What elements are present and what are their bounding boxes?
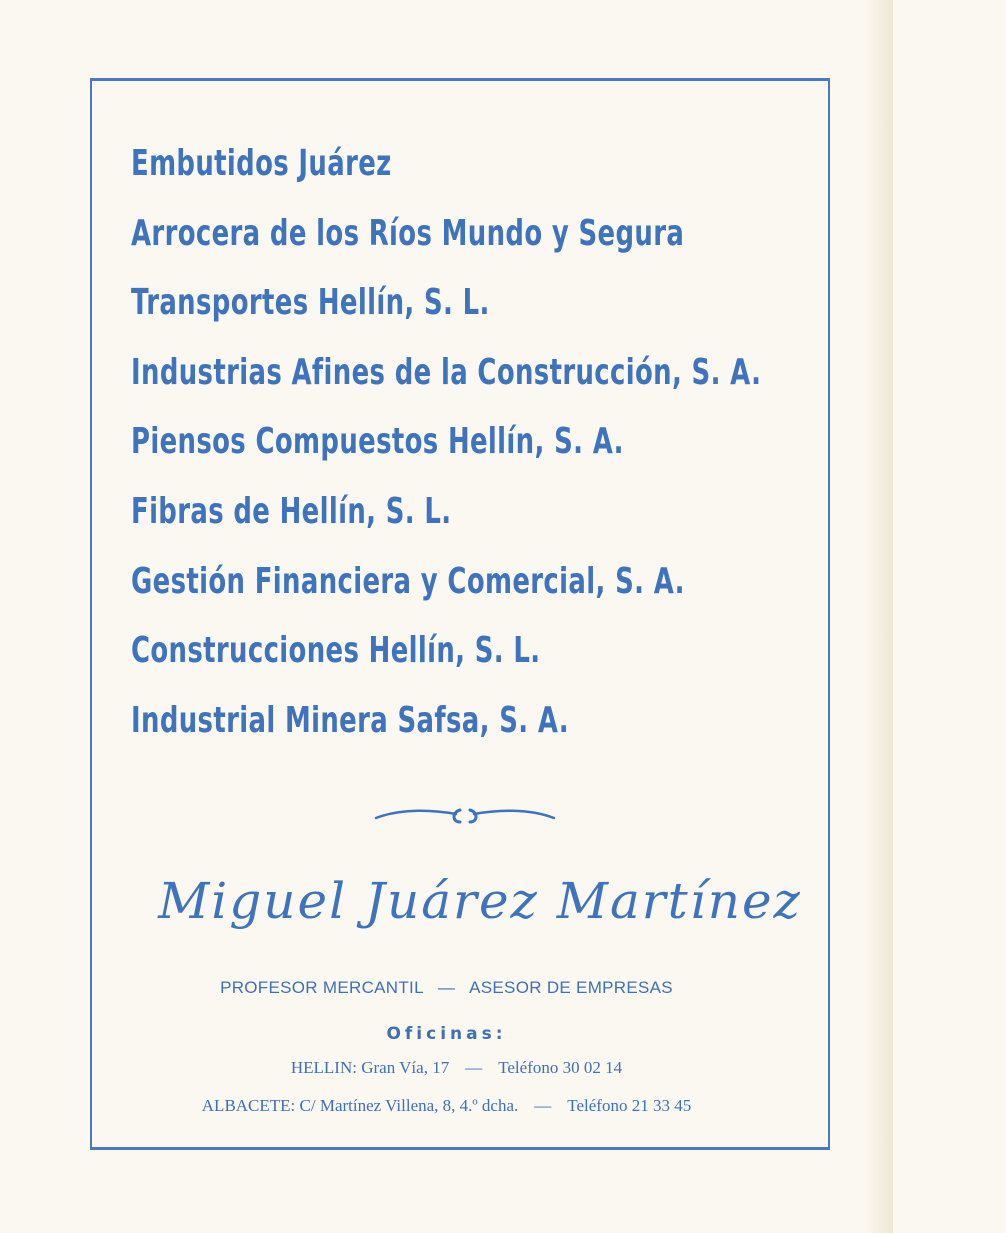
office-hellin (0, 1058, 893, 1078)
company-item: Industrial Minera Safsa, S. A. (131, 699, 569, 741)
separator-dash: — (437, 978, 456, 997)
company-item: Embutidos Juárez (131, 143, 392, 184)
separator-dash: — (465, 1058, 483, 1077)
office-phone: Teléfono 30 02 14 (498, 1058, 623, 1077)
office-address: ALBACETE: C/ Martínez Villena, 8, 4.º dcha. (201, 1096, 519, 1115)
company-item: Transportes Hellín, S. L. (131, 282, 490, 324)
company-item: Piensos Compuestos Hellín, S. A. (131, 421, 624, 463)
company-item: Arrocera de los Ríos Mundo y Segura (131, 212, 685, 254)
company-item: Construcciones Hellín, S. L. (131, 630, 541, 672)
company-list (131, 135, 1006, 761)
profession-title: PROFESOR MERCANTIL (220, 978, 424, 997)
offices-heading: Oficinas: (386, 1024, 507, 1044)
profession-line (0, 978, 893, 998)
office-albacete (0, 1096, 893, 1116)
ornament-divider (372, 800, 558, 830)
signature-name (158, 852, 802, 962)
company-item: Gestión Financiera y Comercial, S. A. (131, 560, 685, 602)
office-address: HELLIN: Gran Vía, 17 (290, 1058, 450, 1077)
profession-subtitle: ASESOR DE EMPRESAS (469, 978, 673, 997)
company-item: Fibras de Hellín, S. L. (131, 490, 452, 532)
office-phone: Teléfono 21 33 45 (567, 1096, 692, 1115)
company-item: Industrias Afines de la Construcción, S. A. (131, 351, 762, 393)
signature-text: Miguel Juárez Martínez (158, 872, 802, 930)
separator-dash: — (534, 1096, 552, 1115)
